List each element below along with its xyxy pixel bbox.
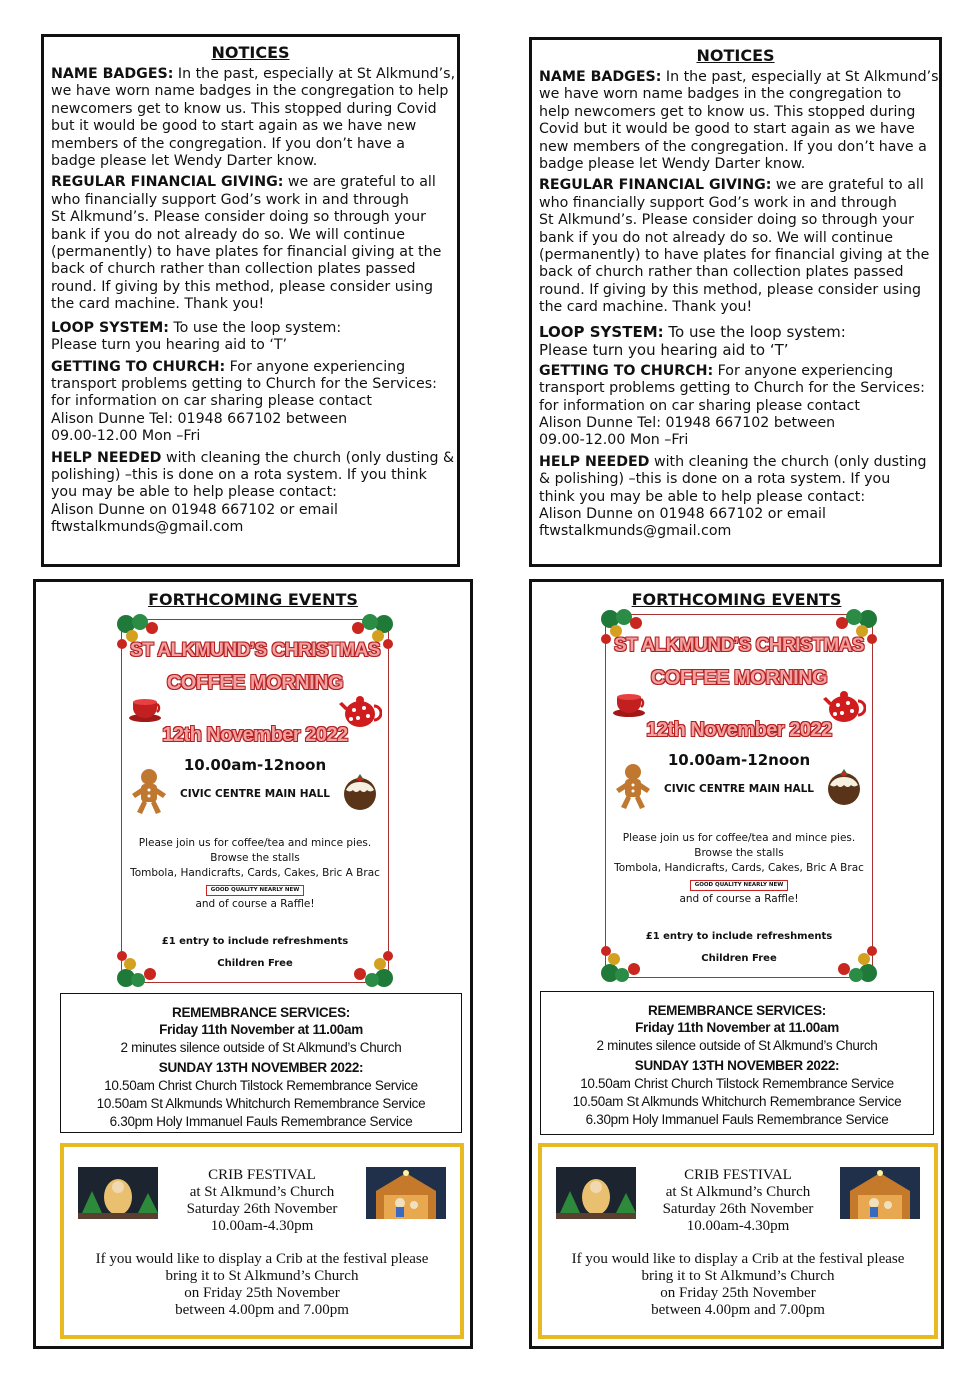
notice-text: & polishing) –this is done on a rota system. If you (539, 471, 891, 488)
poster-text: Tombola, Handicrafts, Cards, Cakes, Bric A Brac (130, 867, 380, 879)
notice-text: members of the congregation. If you don’t have a (51, 135, 405, 152)
coffee-morning-poster (605, 614, 873, 978)
notice-text: (permanently) to have plates for financial giving at the (539, 247, 930, 264)
notice-transport (51, 359, 450, 446)
stable-image (840, 1167, 920, 1219)
notice-transport (539, 363, 932, 450)
remembrance-service: 10.50am St Alkmunds Whitchurch Remembrance Service (572, 1094, 902, 1109)
remembrance-sunday: SUNDAY 13TH NOVEMBER 2022: (634, 1058, 840, 1073)
notice-text: round. If giving by this method, please consider using (539, 281, 922, 298)
notice-text: we are grateful to all (283, 174, 436, 191)
notice-text: we are grateful to all (771, 177, 924, 194)
events-title: FORTHCOMING EVENTS (148, 590, 358, 609)
stable-image (366, 1167, 446, 1219)
crib-text: Saturday 26th November (186, 1201, 338, 1217)
remembrance-service: 10.50am Christ Church Tilstock Remembrance Service (580, 1076, 894, 1091)
notice-text: with cleaning the church (only dusting & (161, 449, 455, 466)
crib-text: Saturday 26th November (662, 1201, 814, 1217)
notice-help (539, 454, 932, 541)
notice-text: (permanently) to have plates for financial giving at the (51, 244, 442, 261)
poster-text: Tombola, Handicrafts, Cards, Cakes, Bric A Brac (614, 862, 864, 874)
notice-text: transport problems getting to Church for the Services: (539, 380, 925, 397)
crib-details (542, 1251, 934, 1319)
notice-text: the card machine. Thank you! (51, 296, 265, 313)
notice-text: with cleaning the church (only dusting (649, 453, 927, 470)
crib-details (64, 1251, 460, 1319)
crib-title: CRIB FESTIVAL (684, 1167, 792, 1183)
notice-text: the card machine. Thank you! (539, 299, 753, 316)
notice-text: help newcomers get to know us. This stopped during (539, 103, 916, 120)
notice-text: 09.00-12.00 Mon –Fri (539, 432, 689, 449)
teacup-icon (128, 694, 166, 724)
remembrance-friday: Friday 11th November at 11.00am (635, 1020, 839, 1035)
notice-text: For anyone experiencing (225, 358, 406, 375)
poster-venue: CIVIC CENTRE MAIN HALL (180, 788, 330, 800)
notice-label: NAME BADGES: (51, 66, 174, 82)
notice-help (51, 449, 455, 537)
notice-text: Alison Dunne Tel: 01948 667102 between (539, 414, 836, 431)
notice-text: who financially support God’s work in and through (539, 194, 897, 211)
notice-text: polishing) –this is done on a rota system. If you think (51, 466, 427, 483)
notice-label: LOOP SYSTEM: (51, 319, 169, 336)
poster-subtitle: COFFEE MORNING (650, 667, 828, 689)
notice-text: To use the loop system: (168, 319, 342, 336)
poster-title: ST ALKMUND’S CHRISTMAS (129, 640, 381, 661)
quality-badge: GOOD QUALITY NEARLY NEW (690, 880, 789, 891)
notice-text: you may be able to help please contact: (51, 484, 337, 501)
notice-text: newcomers get to know us. This stopped during Covid (51, 100, 437, 117)
poster-subtitle: COFFEE MORNING (166, 672, 344, 694)
crib-text: bring it to St Alkmund’s Church (641, 1268, 835, 1284)
notice-text: Alison Dunne Tel: 01948 667102 between (51, 410, 348, 427)
poster-details (606, 831, 872, 907)
coffee-morning-poster (121, 619, 389, 983)
poster-children-free: Children Free (217, 958, 293, 969)
notice-text: In the past, especially at St Alkmund’s, (173, 66, 456, 82)
notice-text: Please turn you hearing aid to ‘T’ (539, 340, 789, 359)
notice-label: GETTING TO CHURCH: (539, 362, 714, 379)
notice-loop (51, 320, 450, 355)
remembrance-service: 10.50am Christ Church Tilstock Remembrance Service (104, 1078, 418, 1093)
events-panel-right (529, 579, 944, 1349)
poster-title: ST ALKMUND’S CHRISTMAS (613, 635, 865, 656)
quality-badge: GOOD QUALITY NEARLY NEW (206, 885, 305, 896)
crib-text: at St Alkmund’s Church (189, 1184, 335, 1200)
notice-label: GETTING TO CHURCH: (51, 358, 226, 375)
notice-label: REGULAR FINANCIAL GIVING: (539, 177, 772, 194)
remembrance-silence: 2 minutes silence outside of St Alkmund’s Church (120, 1040, 402, 1055)
crib-text: between 4.00pm and 7.00pm (651, 1302, 825, 1318)
notice-label: REGULAR FINANCIAL GIVING: (51, 174, 284, 191)
remembrance-sunday: SUNDAY 13TH NOVEMBER 2022: (158, 1060, 364, 1075)
remembrance-heading: REMEMBRANCE SERVICES: (648, 1003, 826, 1018)
notice-name-badges (539, 69, 944, 173)
crib-text: If you would like to display a Crib at the festival please (95, 1251, 429, 1267)
notices-title: NOTICES (696, 46, 775, 65)
poster-text: Browse the stalls (694, 847, 784, 859)
notice-text: but it would be good to start again as we have new (51, 118, 417, 135)
poster-time: 10.00am-12noon (183, 756, 327, 774)
notice-label: HELP NEEDED (51, 449, 162, 466)
notice-email: ftwstalkmunds@gmail.com (539, 523, 732, 540)
notice-text: back of church rather than collection plates passed (51, 261, 416, 278)
poster-text: Please join us for coffee/tea and mince pies. (622, 832, 856, 844)
notice-text: badge please let Wendy Darter know. (51, 153, 318, 170)
remembrance-service: 6.30pm Holy Immanuel Fauls Remembrance Service (585, 1112, 889, 1127)
crib-text: on Friday 25th November (184, 1285, 340, 1301)
remembrance-friday: Friday 11th November at 11.00am (159, 1022, 363, 1037)
poster-text: Browse the stalls (210, 852, 300, 864)
notice-email: ftwstalkmunds@gmail.com (51, 519, 244, 536)
notice-text: we have worn name badges in the congregation to (539, 86, 902, 103)
notice-text: we have worn name badges in the congregation to help (51, 83, 449, 100)
poster-venue: CIVIC CENTRE MAIN HALL (664, 783, 814, 795)
notice-giving (51, 174, 450, 313)
notice-text: In the past, especially at St Alkmund’s, (661, 69, 944, 85)
notice-text: To use the loop system: (663, 322, 846, 341)
notice-text: bank if you do not already do so. We will continue (539, 229, 893, 246)
notice-name-badges (51, 66, 456, 170)
notice-text: St Alkmund’s. Please consider doing so through your (51, 209, 426, 226)
notice-text: Please turn you hearing aid to ‘T’ (51, 337, 288, 354)
remembrance-service: 6.30pm Holy Immanuel Fauls Remembrance Service (109, 1114, 413, 1129)
notice-label: HELP NEEDED (539, 453, 650, 470)
remembrance-service: 10.50am St Alkmunds Whitchurch Remembrance Service (96, 1096, 426, 1111)
notice-loop (539, 323, 932, 359)
poster-text: Please join us for coffee/tea and mince pies. (138, 837, 372, 849)
crib-festival-box (538, 1143, 938, 1339)
events-panel-left (33, 579, 473, 1349)
notice-text: St Alkmund’s. Please consider doing so through your (539, 212, 914, 229)
crib-festival-box (60, 1143, 464, 1339)
crib-title: CRIB FESTIVAL (208, 1167, 316, 1183)
notice-text: Alison Dunne on 01948 667102 or email (539, 505, 826, 522)
poster-text: and of course a Raffle! (195, 898, 315, 910)
crib-text: on Friday 25th November (660, 1285, 816, 1301)
notice-text: who financially support God’s work in and through (51, 191, 409, 208)
notice-text: bank if you do not already do so. We will continue (51, 226, 405, 243)
notice-text: 09.00-12.00 Mon –Fri (51, 428, 201, 445)
notice-text: back of church rather than collection plates passed (539, 264, 904, 281)
notice-text: For anyone experiencing (713, 362, 894, 379)
crib-text: 10.00am-4.30pm (686, 1218, 790, 1234)
crib-text: 10.00am-4.30pm (210, 1218, 314, 1234)
poster-details (122, 836, 388, 912)
notices-panel-left (41, 34, 460, 567)
notice-giving (539, 177, 932, 316)
notice-label: NAME BADGES: (539, 69, 662, 85)
notice-text: round. If giving by this method, please consider using (51, 278, 434, 295)
notice-label: LOOP SYSTEM: (539, 322, 664, 341)
notice-text: Alison Dunne on 01948 667102 or email (51, 501, 338, 518)
remembrance-heading: REMEMBRANCE SERVICES: (172, 1005, 350, 1020)
crib-text: If you would like to display a Crib at the festival please (571, 1251, 905, 1267)
crib-text: bring it to St Alkmund’s Church (165, 1268, 359, 1284)
crib-text: between 4.00pm and 7.00pm (175, 1302, 349, 1318)
notice-text: badge please let Wendy Darter know. (539, 156, 806, 173)
notice-text: transport problems getting to Church for the Services: (51, 375, 437, 392)
poster-date: 12th November 2022 (646, 719, 832, 741)
poster-children-free: Children Free (701, 953, 777, 964)
notice-text: for information on car sharing please contact (539, 397, 860, 414)
remembrance-box (60, 993, 462, 1133)
remembrance-box (540, 991, 934, 1135)
notice-text: for information on car sharing please contact (51, 393, 372, 410)
remembrance-silence: 2 minutes silence outside of St Alkmund’s Church (596, 1038, 878, 1053)
poster-date: 12th November 2022 (162, 724, 348, 746)
poster-entry: £1 entry to include refreshments (161, 936, 349, 947)
events-title: FORTHCOMING EVENTS (631, 590, 842, 609)
notice-text: think you may be able to help please contact: (539, 488, 866, 505)
notices-panel-right (529, 37, 942, 567)
crib-text: at St Alkmund’s Church (665, 1184, 811, 1200)
teacup-icon (612, 689, 650, 719)
notices-title: NOTICES (211, 43, 290, 62)
poster-entry: £1 entry to include refreshments (645, 931, 833, 942)
notice-text: Covid but it would be good to start again as we have (539, 121, 915, 138)
notice-text: new members of the congregation. If you don’t have a (539, 138, 927, 155)
poster-text: and of course a Raffle! (679, 893, 799, 905)
poster-time: 10.00am-12noon (667, 751, 811, 769)
